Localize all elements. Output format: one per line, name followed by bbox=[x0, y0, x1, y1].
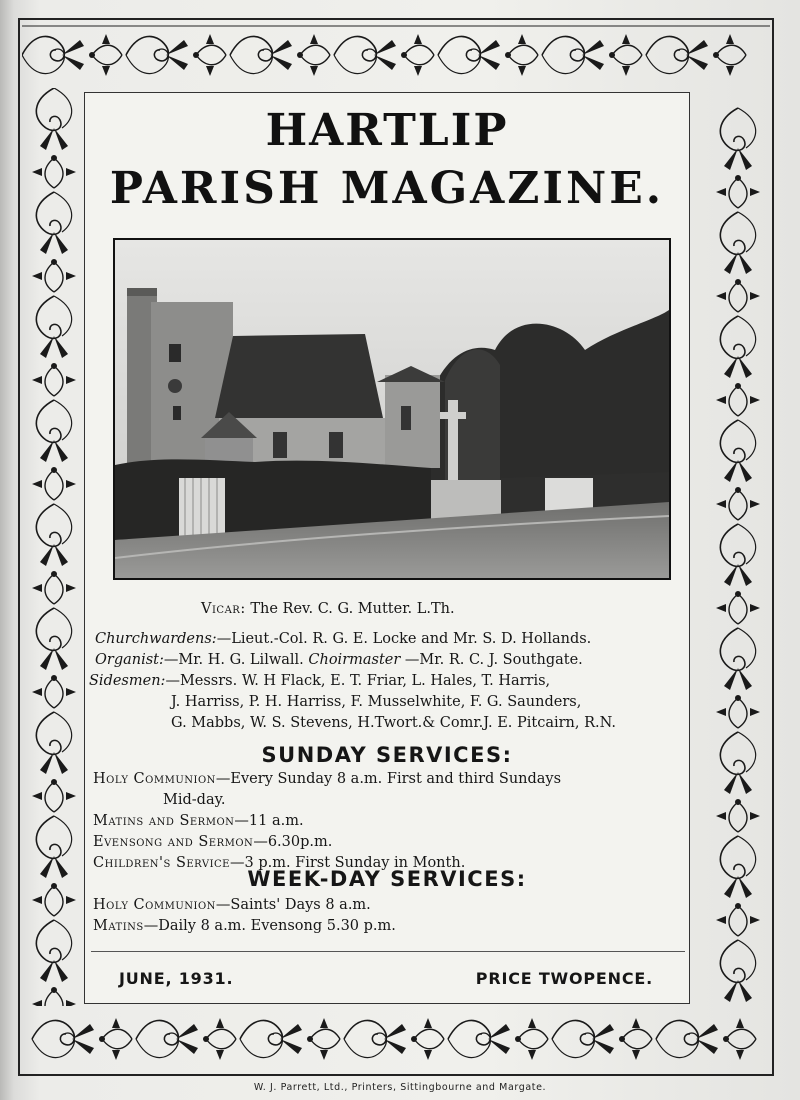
vicar-line bbox=[85, 599, 689, 620]
organist-line bbox=[85, 650, 689, 671]
masthead-line-2: PARISH MAGAZINE. bbox=[109, 163, 665, 214]
sunday-hc-label: Holy Communion bbox=[93, 771, 216, 787]
ornament-border-bottom bbox=[22, 1006, 770, 1072]
vicar-label: Vicar: bbox=[201, 601, 246, 617]
sunday-children-text: —3 p.m. First Sunday in Month. bbox=[229, 855, 466, 871]
sidesmen-names-1: —Messrs. W. H Flack, E. T. Friar, L. Hales, T. Harris, bbox=[165, 673, 551, 689]
sunday-hc-text: —Every Sunday 8 a.m. First and third Sundays bbox=[215, 771, 562, 787]
masthead-line-1: HARTLIP bbox=[265, 105, 509, 156]
churchwardens-line bbox=[85, 629, 689, 650]
weekday-services-list bbox=[93, 895, 697, 937]
weekday-matins-label: Matins bbox=[93, 918, 144, 934]
printer-imprint: W. J. Parrett, Ltd., Printers, Sittingbourne and Margate. bbox=[253, 1082, 547, 1093]
officers-section bbox=[85, 599, 689, 734]
sidesmen-label: Sidesmen: bbox=[89, 673, 166, 689]
choirmaster-label: Choirmaster bbox=[308, 652, 401, 668]
sunday-evensong bbox=[93, 832, 697, 853]
vicar-text: The Rev. C. G. Mutter. L.Th. bbox=[245, 601, 455, 617]
sunday-services-list bbox=[93, 769, 697, 874]
churchwardens-text: —Lieut.-Col. R. G. E. Locke and Mr. S. D. Hollands. bbox=[216, 631, 592, 647]
sunday-evensong-text: —6.30p.m. bbox=[253, 834, 333, 850]
ornament-border-top bbox=[22, 22, 770, 88]
content-panel bbox=[84, 92, 690, 1004]
sunday-holy-communion bbox=[93, 769, 697, 790]
sunday-hc-continuation: Mid-day. bbox=[163, 792, 226, 808]
sunday-children-label: Children's Service bbox=[93, 855, 230, 871]
organist-text: —Mr. H. G. Lilwall. bbox=[163, 652, 309, 668]
sidesmen-names-2: J. Harriss, P. H. Harriss, F. Musselwhite, F. G. Saunders, bbox=[171, 694, 582, 710]
organist-label: Organist: bbox=[95, 652, 164, 668]
weekday-services-heading: WEEK-DAY SERVICES: bbox=[247, 867, 527, 891]
weekday-matins-text: —Daily 8 a.m. Evensong 5.30 p.m. bbox=[143, 918, 396, 934]
sidesmen-names-3: G. Mabbs, W. S. Stevens, H.Twort.& Comr.J. E. Pitcairn, R.N. bbox=[171, 715, 617, 731]
weekday-holy-communion bbox=[93, 895, 697, 916]
choirmaster-text: —Mr. R. C. J. Southgate. bbox=[400, 652, 583, 668]
weekday-matins bbox=[93, 916, 697, 937]
sunday-services-heading: SUNDAY SERVICES: bbox=[261, 743, 513, 767]
churchwardens-label: Churchwardens: bbox=[95, 631, 217, 647]
sunday-matins-text: —11 a.m. bbox=[234, 813, 304, 829]
weekday-hc-text: —Saints' Days 8 a.m. bbox=[215, 897, 371, 913]
issue-price: PRICE TWOPENCE. bbox=[475, 969, 653, 988]
sunday-evensong-label: Evensong and Sermon bbox=[93, 834, 254, 850]
footer-divider bbox=[91, 951, 685, 952]
ornament-border-left bbox=[22, 88, 86, 1006]
issue-date: JUNE, 1931. bbox=[119, 969, 234, 988]
ornament-border-right bbox=[706, 88, 770, 1006]
sunday-matins bbox=[93, 811, 697, 832]
weekday-hc-label: Holy Communion bbox=[93, 897, 216, 913]
sunday-matins-label: Matins and Sermon bbox=[93, 813, 235, 829]
church-photograph bbox=[113, 238, 671, 580]
sidesmen-line-1 bbox=[85, 671, 689, 692]
